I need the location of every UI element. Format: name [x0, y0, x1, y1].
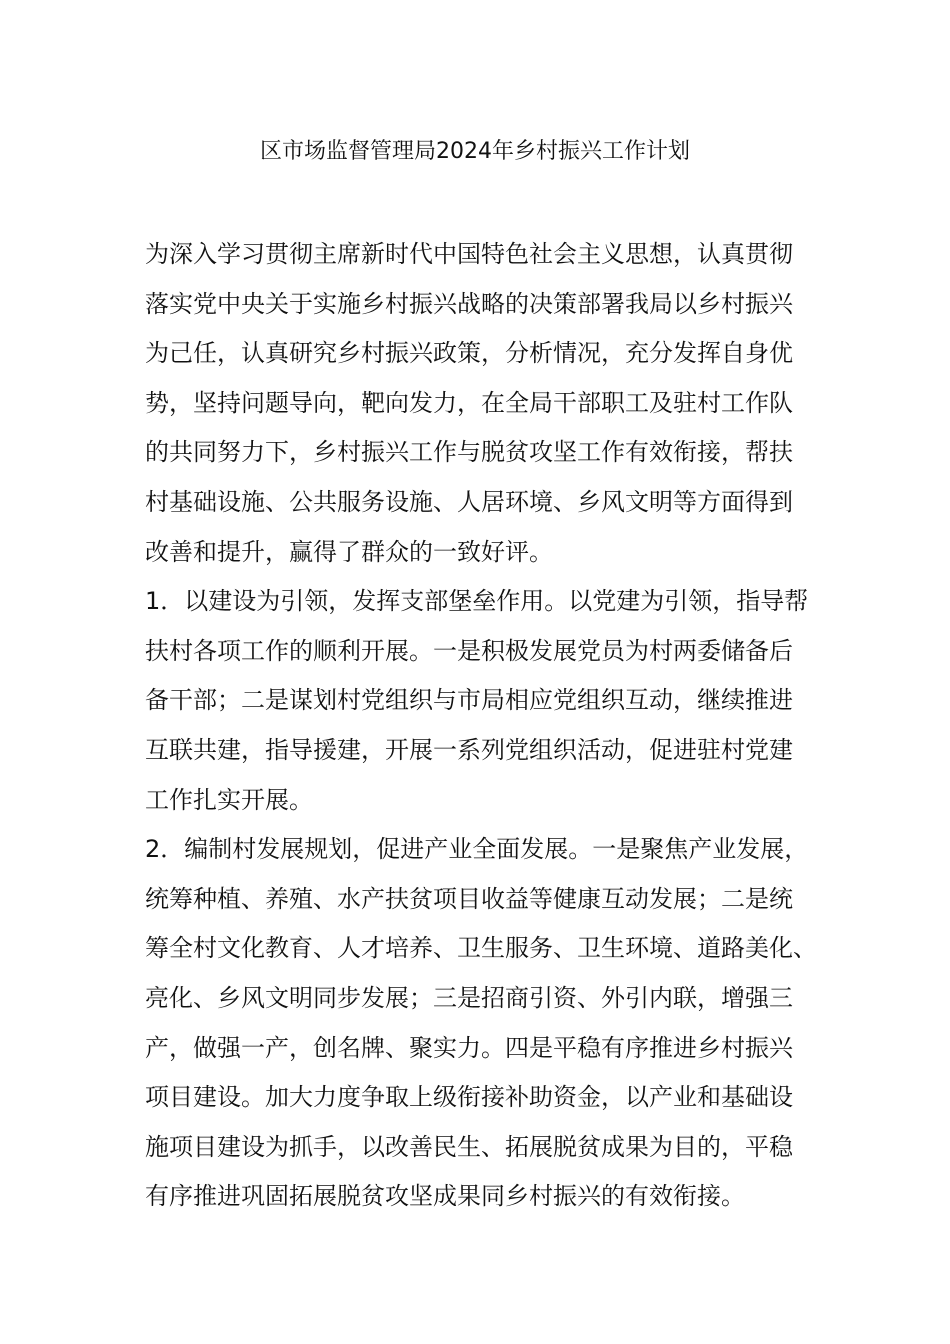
- body-line: 亮化、乡风文明同步发展；三是招商引资、外引内联，增强三: [145, 983, 793, 1012]
- body-line: 施项目建设为抓手，以改善民生、拓展脱贫成果为目的，平稳: [145, 1132, 793, 1161]
- body-line: 改善和提升，赢得了群众的一致好评。: [145, 537, 553, 566]
- body-line: 的共同努力下，乡村振兴工作与脱贫攻坚工作有效衔接，帮扶: [145, 438, 793, 467]
- document-title: 区市场监督管理局2024年乡村振兴工作计划: [260, 139, 690, 164]
- body-line: 2．编制村发展规划，促进产业全面发展。一是聚焦产业发展，: [145, 835, 809, 864]
- body-line: 村基础设施、公共服务设施、人居环境、乡风文明等方面得到: [145, 487, 793, 516]
- body-line: 落实党中央关于实施乡村振兴战略的决策部署我局以乡村振兴: [145, 289, 793, 318]
- body-line: 统筹种植、养殖、水产扶贫项目收益等健康互动发展；二是统: [145, 884, 793, 913]
- body-line: 有序推进巩固拓展脱贫攻坚成果同乡村振兴的有效衔接。: [145, 1182, 745, 1211]
- body-line: 势，坚持问题导向，靶向发力，在全局干部职工及驻村工作队: [145, 388, 793, 417]
- body-line: 为深入学习贯彻主席新时代中国特色社会主义思想，认真贯彻: [145, 240, 793, 268]
- body-line: 产，做强一产，创名牌、聚实力。四是平稳有序推进乡村振兴: [145, 1033, 793, 1062]
- body-line: 1．以建设为引领，发挥支部堡垒作用。以党建为引领，指导帮: [145, 587, 809, 616]
- body-line: 筹全村文化教育、人才培养、卫生服务、卫生环境、道路美化、: [145, 934, 817, 963]
- document-body: [145, 230, 825, 1222]
- body-line: 项目建设。加大力度争取上级衔接补助资金，以产业和基础设: [145, 1083, 793, 1112]
- body-line: 备干部；二是谋划村党组织与市局相应党组织互动，继续推进: [145, 686, 793, 715]
- body-line: 扶村各项工作的顺利开展。一是积极发展党员为村两委储备后: [145, 636, 793, 665]
- body-line: 为己任，认真研究乡村振兴政策，分析情况，充分发挥自身优: [145, 339, 793, 368]
- body-line: 工作扎实开展。: [145, 785, 313, 814]
- body-line: 互联共建，指导援建，开展一系列党组织活动，促进驻村党建: [145, 735, 793, 764]
